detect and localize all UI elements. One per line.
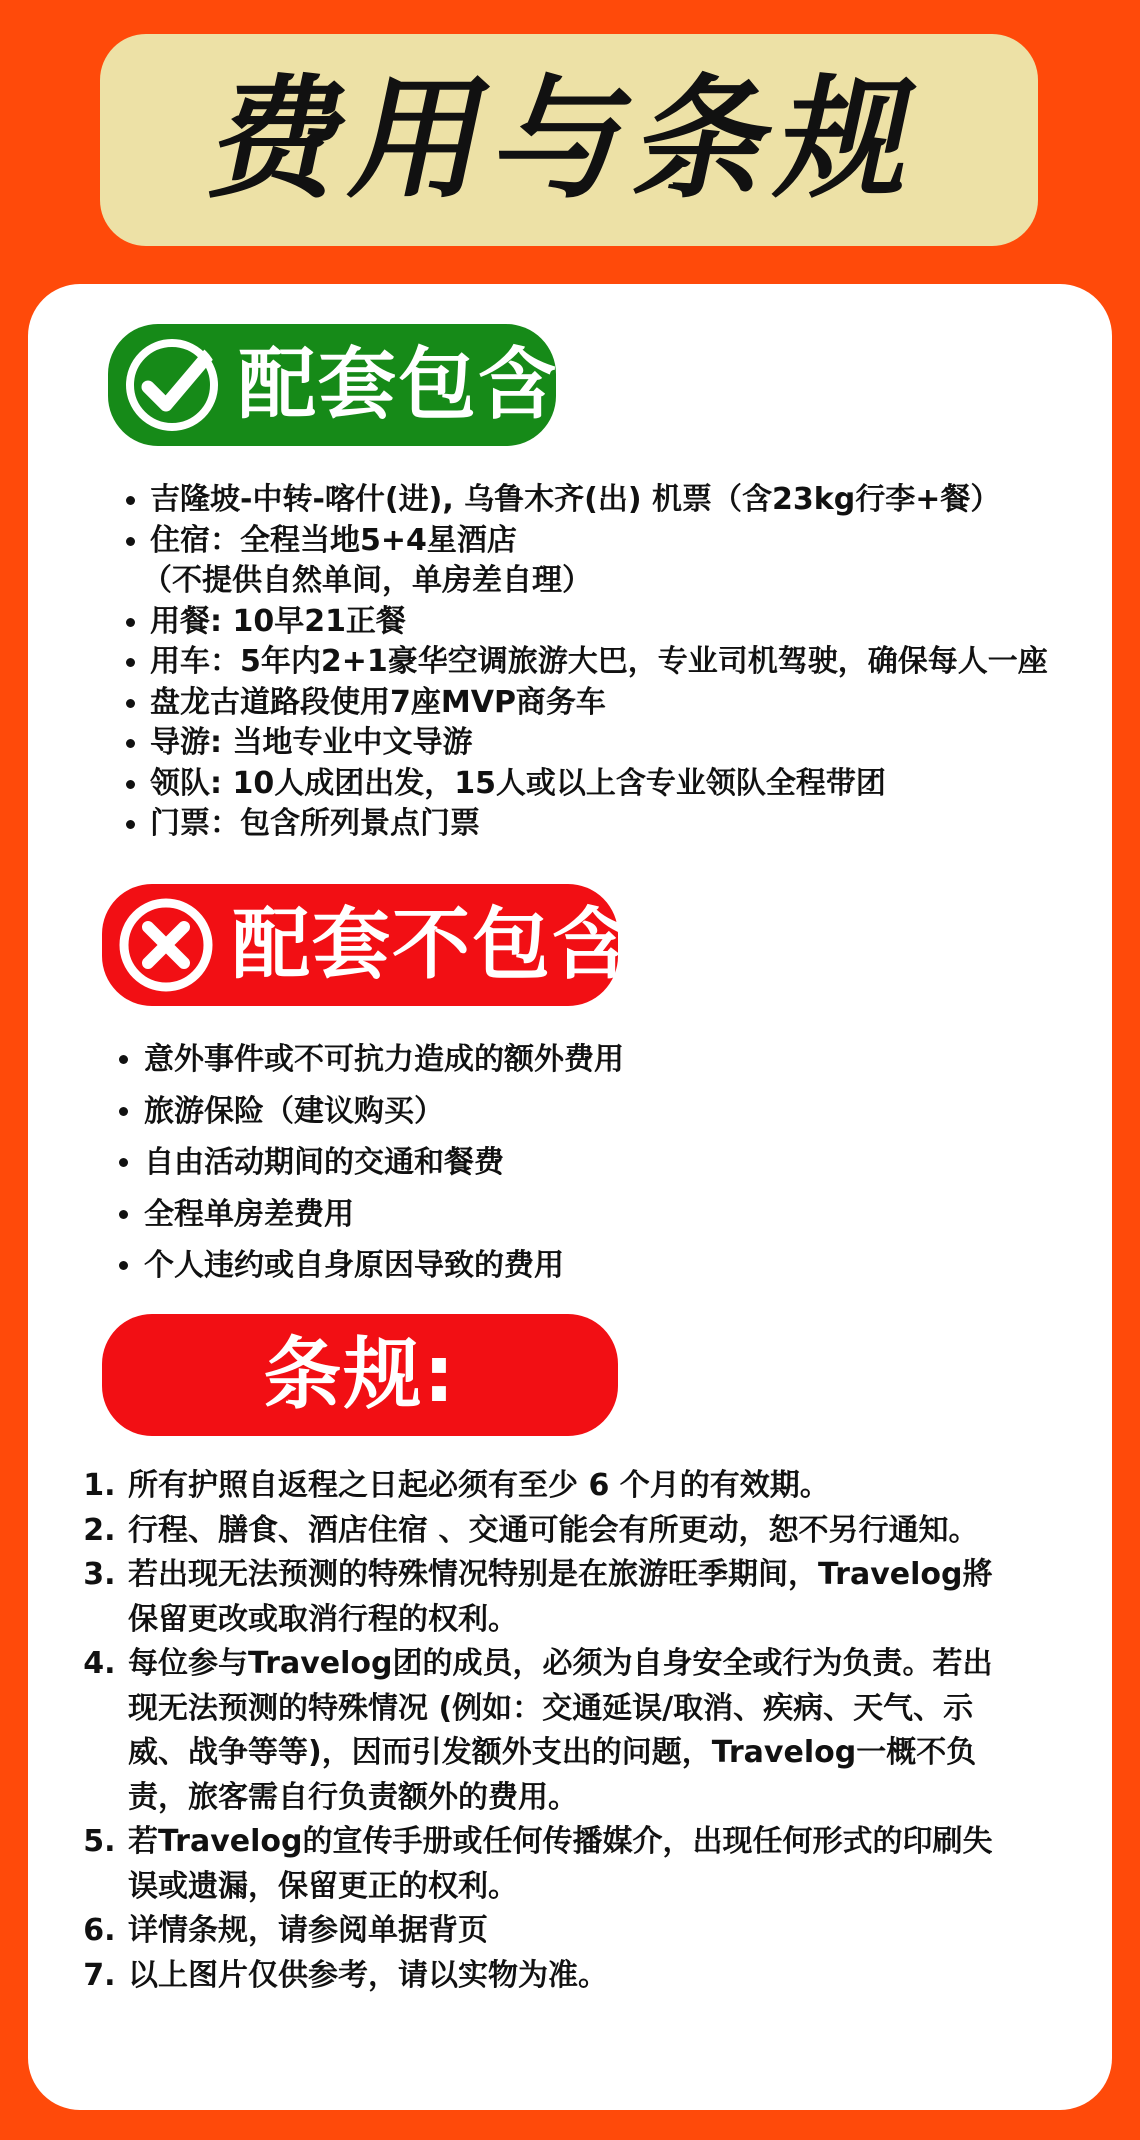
- list-item: 1. 所有护照自返程之日起必须有至少 6 个月的有效期。: [126, 1464, 1100, 1509]
- list-item: • 全程单房差费用: [144, 1189, 1124, 1241]
- check-circle-icon: [124, 337, 220, 433]
- list-item: • 盘龙古道路段使用7座MVP商务车: [150, 683, 1130, 724]
- list-item-note: （不提供自然单间，单房差自理）: [142, 563, 592, 598]
- excluded-heading-pill: [102, 884, 666, 1006]
- list-item: 2. 行程、膳食、酒店住宿 、交通可能会有所更动，恕不另行通知。: [126, 1509, 1100, 1554]
- terms-heading-pill: [102, 1314, 618, 1436]
- page-title: 费用与条规: [197, 63, 941, 217]
- x-circle-icon: [118, 897, 214, 993]
- list-item: 4. 每位参与Travelog团的成员，必须为自身安全或行为负责。若出 现无法预测的特殊情况 (例如：交通延误/取消、疾病、天气、示 威、战争等等)，因而引发额外支出的问题，Travelog一概不负 责，旅客需自行负责额外的费用。: [126, 1642, 1100, 1820]
- list-item: • 门票：包含所列景点门票: [150, 804, 1130, 845]
- title-banner: [100, 34, 1038, 246]
- list-item: • 用餐: 10早21正餐: [150, 602, 1130, 643]
- list-item: • 意外事件或不可抗力造成的额外费用: [144, 1034, 1124, 1086]
- list-item: 3. 若出现无法预测的特殊情况特别是在旅游旺季期间，Travelog將 保留更改或取消行程的权利。: [126, 1553, 1100, 1642]
- excluded-heading: 配套不包含:: [232, 900, 666, 990]
- included-heading-pill: [108, 324, 592, 446]
- list-item: 6. 详情条规，请参阅单据背页: [126, 1909, 1100, 1954]
- terms-heading: 条规:: [263, 1330, 457, 1420]
- content-card: [28, 284, 1112, 2110]
- list-item: • 自由活动期间的交通和餐费: [144, 1137, 1124, 1189]
- included-heading: 配套包含:: [238, 340, 592, 430]
- terms-list: [90, 1464, 1100, 1998]
- list-item: 7. 以上图片仅供参考，请以实物为准。: [126, 1954, 1100, 1999]
- list-item: • 导游: 当地专业中文导游: [150, 723, 1130, 764]
- list-item: • 领队: 10人成团出发，15人或以上含专业领队全程带团: [150, 764, 1130, 805]
- list-item: • 旅游保险（建议购买）: [144, 1086, 1124, 1138]
- list-item: 5. 若Travelog的宣传手册或任何传播媒介，出现任何形式的印刷失 误或遗漏，保留更正的权利。: [126, 1820, 1100, 1909]
- excluded-list: [108, 1034, 1124, 1292]
- list-item: • 个人违约或自身原因导致的费用: [144, 1240, 1124, 1292]
- list-item: • 用车：5年内2+1豪华空调旅游大巴，专业司机驾驶，确保每人一座: [150, 642, 1130, 683]
- list-item: • 住宿：全程当地5+4星酒店 （不提供自然单间，单房差自理）: [150, 521, 1130, 602]
- list-item: • 吉隆坡-中转-喀什(进), 乌鲁木齐(出) 机票（含23kg行李+餐）: [150, 480, 1130, 521]
- included-list: [114, 480, 1130, 845]
